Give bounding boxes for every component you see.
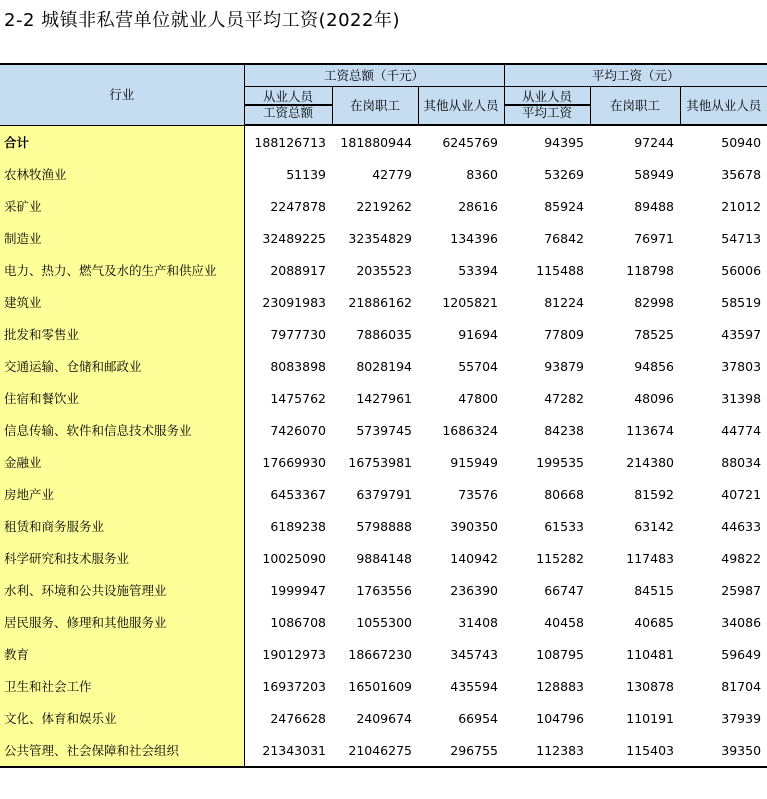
industry-name-cell: 文化、体育和娱乐业 [0,702,244,734]
avg-onpost-cell: 76971 [634,230,674,246]
avg-other-cell: 31398 [721,390,762,406]
header-total-other: 其他从业人员 [418,87,504,126]
avg-all-cell: 199535 [536,454,584,470]
avg-onpost-cell: 115403 [590,734,680,767]
table-row [0,510,767,542]
avg-all-cell: 47282 [544,390,584,406]
total-all-cell: 17669930 [262,454,326,470]
total-onpost-cell: 2219262 [356,198,412,214]
industry-name-cell: 科学研究和技术服务业 [0,542,244,574]
avg-other-cell: 58519 [721,294,762,310]
avg-other-cell: 54713 [721,230,762,246]
total-all-cell: 23091983 [262,294,326,310]
header-avg-all-line2: 平均工资 [504,105,590,125]
total-onpost-cell: 16501609 [348,678,412,694]
table-row [0,350,767,382]
total-other-cell: 915949 [450,454,498,470]
total-onpost-cell: 16753981 [348,454,412,470]
industry-name-cell: 居民服务、修理和其他服务业 [0,606,244,638]
table-row [0,702,767,734]
avg-other-cell: 39350 [680,734,767,767]
table-row [0,158,767,190]
avg-all-cell: 85924 [544,198,584,214]
avg-onpost-cell: 63142 [634,518,674,534]
total-other-cell: 296755 [418,734,504,767]
avg-all-cell: 77809 [544,326,584,342]
total-onpost-cell: 42779 [372,166,412,182]
table-row-total [0,125,767,158]
industry-name-cell: 房地产业 [0,478,244,510]
total-onpost-cell: 21886162 [348,294,412,310]
avg-all-cell: 76842 [544,230,584,246]
total-onpost-cell: 2035523 [356,262,412,278]
total-onpost-cell: 18667230 [348,646,412,662]
avg-onpost-cell: 58949 [634,166,674,182]
table-row [0,574,767,606]
avg-onpost-cell: 113674 [626,422,674,438]
industry-name-cell: 租赁和商务服务业 [0,510,244,542]
header-group-total: 工资总额（千元） [244,64,504,87]
avg-all-cell: 104796 [536,710,584,726]
avg-all-cell: 53269 [544,166,584,182]
avg-onpost-cell: 40685 [634,614,674,630]
total-other-cell: 31408 [458,614,498,630]
header-avg-all-line1: 从业人员 [504,87,590,106]
total-other-cell: 1205821 [442,294,498,310]
avg-onpost-cell: 118798 [626,262,674,278]
table-title: 2-2 城镇非私营单位就业人员平均工资(2022年) [4,10,400,31]
total-all-cell: 1475762 [270,390,326,406]
avg-onpost-cell: 48096 [634,390,674,406]
total-all-cell: 19012973 [262,646,326,662]
total-onpost-cell: 181880944 [340,134,412,150]
avg-all-cell: 108795 [536,646,584,662]
avg-other-cell: 40721 [721,486,762,502]
header-industry: 行业 [0,64,244,125]
table-row [0,606,767,638]
total-all-cell: 2247878 [270,198,326,214]
total-all-cell: 21343031 [244,734,332,767]
total-other-cell: 134396 [450,230,498,246]
table-row [0,286,767,318]
avg-onpost-cell: 117483 [626,550,674,566]
total-other-cell: 53394 [458,262,498,278]
avg-onpost-cell: 81592 [634,486,674,502]
industry-name-cell: 信息传输、软件和信息技术服务业 [0,414,244,446]
avg-all-cell: 94395 [544,134,584,150]
total-all-cell: 6453367 [270,486,326,502]
total-all-cell: 1999947 [270,582,326,598]
table-row [0,446,767,478]
total-all-cell: 7426070 [270,422,326,438]
avg-all-cell: 93879 [544,358,584,374]
avg-onpost-cell: 110191 [626,710,674,726]
table-row [0,542,767,574]
total-all-cell: 16937203 [262,678,326,694]
total-other-cell: 8360 [466,166,498,182]
avg-other-cell: 21012 [721,198,762,214]
total-onpost-cell: 21046275 [332,734,418,767]
total-all-cell: 2088917 [270,262,326,278]
avg-onpost-cell: 94856 [634,358,674,374]
total-other-cell: 390350 [450,518,498,534]
avg-other-cell: 81704 [721,678,762,694]
industry-name-cell: 合计 [0,125,244,158]
industry-name-cell: 建筑业 [0,286,244,318]
avg-all-cell: 84238 [544,422,584,438]
header-total-all-line2: 工资总额 [244,105,332,125]
total-all-cell: 188126713 [254,134,326,150]
total-onpost-cell: 1763556 [356,582,412,598]
avg-all-cell: 61533 [544,518,584,534]
industry-name-cell: 住宿和餐饮业 [0,382,244,414]
total-onpost-cell: 9884148 [356,550,412,566]
avg-other-cell: 88034 [721,454,762,470]
avg-all-cell: 115488 [536,262,584,278]
avg-other-cell: 37939 [721,710,762,726]
wage-table [0,63,767,768]
table-body [0,125,767,767]
industry-name-cell: 水利、环境和公共设施管理业 [0,574,244,606]
avg-onpost-cell: 214380 [626,454,674,470]
table-row [0,638,767,670]
total-other-cell: 1686324 [442,422,498,438]
total-other-cell: 345743 [450,646,498,662]
total-onpost-cell: 7886035 [356,326,412,342]
avg-other-cell: 56006 [721,262,762,278]
total-onpost-cell: 2409674 [356,710,412,726]
avg-all-cell: 115282 [536,550,584,566]
header-avg-other: 其他从业人员 [680,87,767,126]
avg-onpost-cell: 110481 [626,646,674,662]
total-other-cell: 73576 [458,486,498,502]
total-all-cell: 8083898 [270,358,326,374]
total-other-cell: 55704 [458,358,498,374]
total-onpost-cell: 6379791 [356,486,412,502]
total-all-cell: 1086708 [270,614,326,630]
total-onpost-cell: 5739745 [356,422,412,438]
avg-onpost-cell: 82998 [634,294,674,310]
total-all-cell: 6189238 [270,518,326,534]
table-row [0,382,767,414]
total-other-cell: 236390 [450,582,498,598]
industry-name-cell: 电力、热力、燃气及水的生产和供应业 [0,254,244,286]
industry-name-cell: 交通运输、仓储和邮政业 [0,350,244,382]
industry-name-cell: 批发和零售业 [0,318,244,350]
total-all-cell: 7977730 [270,326,326,342]
avg-other-cell: 35678 [721,166,762,182]
header-group-avg: 平均工资（元） [504,64,767,87]
table-row [0,414,767,446]
header-total-all-line1: 从业人员 [244,87,332,106]
avg-other-cell: 50940 [721,134,762,150]
total-onpost-cell: 1427961 [356,390,412,406]
total-other-cell: 28616 [458,198,498,214]
avg-all-cell: 112383 [504,734,590,767]
header-avg-onpost: 在岗职工 [590,87,680,126]
table-row [0,478,767,510]
total-other-cell: 91694 [458,326,498,342]
avg-other-cell: 59649 [721,646,762,662]
total-onpost-cell: 8028194 [356,358,412,374]
avg-onpost-cell: 130878 [626,678,674,694]
total-onpost-cell: 32354829 [348,230,412,246]
table-row [0,734,767,767]
total-onpost-cell: 5798888 [356,518,412,534]
table-row [0,670,767,702]
avg-other-cell: 37803 [721,358,762,374]
avg-other-cell: 43597 [721,326,762,342]
total-other-cell: 140942 [450,550,498,566]
avg-all-cell: 128883 [536,678,584,694]
industry-name-cell: 金融业 [0,446,244,478]
industry-name-cell: 采矿业 [0,190,244,222]
avg-all-cell: 66747 [544,582,584,598]
table-header [0,64,767,125]
industry-name-cell: 农林牧渔业 [0,158,244,190]
industry-name-cell: 教育 [0,638,244,670]
avg-other-cell: 34086 [721,614,762,630]
table-row [0,190,767,222]
avg-other-cell: 44633 [721,518,762,534]
header-total-onpost: 在岗职工 [332,87,418,126]
industry-name-cell: 卫生和社会工作 [0,670,244,702]
industry-name-cell: 公共管理、社会保障和社会组织 [0,734,244,767]
avg-onpost-cell: 84515 [634,582,674,598]
table-row [0,318,767,350]
avg-onpost-cell: 97244 [634,134,674,150]
avg-onpost-cell: 78525 [634,326,674,342]
total-other-cell: 6245769 [442,134,498,150]
avg-onpost-cell: 89488 [634,198,674,214]
total-all-cell: 10025090 [262,550,326,566]
total-all-cell: 2476628 [270,710,326,726]
avg-all-cell: 81224 [544,294,584,310]
avg-other-cell: 44774 [721,422,762,438]
avg-all-cell: 40458 [544,614,584,630]
total-all-cell: 32489225 [262,230,326,246]
avg-other-cell: 49822 [721,550,762,566]
table-row [0,222,767,254]
table-row [0,254,767,286]
total-other-cell: 47800 [458,390,498,406]
total-onpost-cell: 1055300 [356,614,412,630]
total-other-cell: 66954 [458,710,498,726]
total-all-cell: 51139 [286,166,326,182]
avg-other-cell: 25987 [721,582,762,598]
total-other-cell: 435594 [450,678,498,694]
avg-all-cell: 80668 [544,486,584,502]
industry-name-cell: 制造业 [0,222,244,254]
